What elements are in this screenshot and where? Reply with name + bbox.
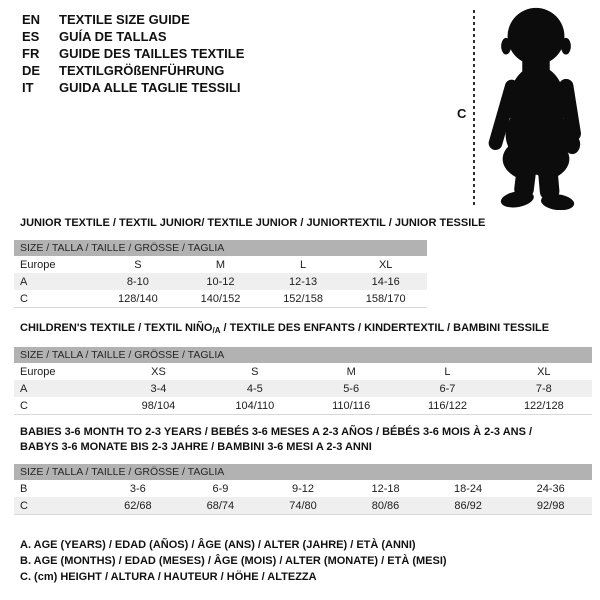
- table-row: [14, 273, 427, 290]
- table-title-subscript: /A: [212, 326, 221, 335]
- row-label: Europe: [20, 258, 56, 271]
- language-row: [22, 62, 244, 79]
- size-cell: 4-5: [207, 380, 303, 397]
- language-code: EN: [22, 12, 41, 27]
- language-label: GUIDE DES TAILLES TEXTILE: [59, 46, 245, 61]
- size-cell: 92/98: [509, 497, 592, 515]
- size-cell: 6-7: [399, 380, 495, 397]
- children-textile-section: [14, 321, 592, 415]
- size-header-row: [14, 464, 592, 480]
- size-cell: 10-12: [179, 273, 262, 290]
- size-header-cell: SIZE / TALLA / TAILLE / GRÖSSE / TAGLIA: [14, 464, 592, 480]
- table-row: [14, 363, 592, 380]
- table-title: [20, 321, 592, 338]
- size-cell: 98/104: [141, 399, 176, 412]
- size-table-grid: [14, 347, 592, 415]
- size-header-cell: SIZE / TALLA / TAILLE / GRÖSSE / TAGLIA: [14, 240, 427, 256]
- language-code: DE: [22, 63, 41, 78]
- table-title-text: CHILDREN'S TEXTILE / TEXTIL NIÑO: [20, 322, 213, 334]
- language-row: [22, 11, 244, 28]
- size-cell: 158/170: [365, 292, 406, 305]
- size-cell: 128/140: [118, 292, 158, 305]
- language-code: IT: [22, 80, 34, 95]
- language-label: GUÍA DE TALLAS: [59, 29, 167, 44]
- language-guide-header: [22, 11, 244, 96]
- size-table-grid: [14, 240, 427, 308]
- language-code: ES: [22, 29, 40, 44]
- size-header-cell: SIZE / TALLA / TAILLE / GRÖSSE / TAGLIA: [14, 347, 592, 363]
- junior-textile-section: [14, 216, 485, 308]
- size-cell: XL: [378, 258, 393, 271]
- row-label: B: [20, 482, 28, 495]
- size-cell: 140/152: [200, 292, 241, 305]
- size-cell: 116/122: [428, 399, 467, 412]
- table-row: [14, 290, 427, 308]
- table-title: BABIES 3-6 MONTH TO 2-3 YEARS / BEBÉS 3-6 MESES A 2-3 AÑOS / BÉBÉS 3-6 MOIS À 2-3 ANS /: [20, 426, 533, 438]
- size-cell: 68/74: [179, 497, 262, 515]
- table-title: JUNIOR TEXTILE / TEXTIL JUNIOR/ TEXTILE JUNIOR / JUNIORTEXTIL / JUNIOR TESSILE: [20, 217, 486, 229]
- measure-label-c: C: [457, 106, 467, 121]
- size-cell: 18-24: [454, 482, 483, 495]
- size-cell: L: [300, 258, 307, 271]
- children-size-table: [14, 347, 592, 415]
- measurement-legend: [20, 537, 447, 585]
- height-measure-dotted-line: [473, 10, 475, 208]
- table-row: [14, 480, 592, 497]
- language-label: TEXTILE SIZE GUIDE: [59, 12, 190, 27]
- size-cell: 12-18: [371, 482, 400, 495]
- size-cell: S: [134, 258, 142, 271]
- babies-textile-section: [14, 425, 592, 515]
- size-cell: 6-9: [212, 482, 229, 495]
- legend-line-c: C. (cm) HEIGHT / ALTURA / HAUTEUR / HÖHE / ALTEZZA: [20, 571, 317, 583]
- language-label: TEXTILGRÖßENFÜHRUNG: [59, 63, 225, 78]
- size-header-row: [14, 347, 592, 363]
- size-cell: 7-8: [496, 380, 592, 397]
- language-row: [22, 45, 244, 62]
- size-cell: 14-16: [344, 273, 427, 290]
- row-label: Europe: [20, 365, 56, 378]
- size-cell: 3-4: [110, 380, 206, 397]
- size-cell: 62/68: [97, 497, 180, 515]
- size-header-row: [14, 240, 427, 256]
- size-cell: 3-6: [129, 482, 146, 495]
- size-cell: 86/92: [427, 497, 510, 515]
- size-cell: 74/80: [262, 497, 345, 515]
- size-cell: 5-6: [303, 380, 399, 397]
- legend-line-b: B. AGE (MONTHS) / EDAD (MESES) / ÂGE (MOIS) / ALTER (MONATE) / ETÀ (MESI): [20, 555, 447, 567]
- size-cell: M: [215, 258, 226, 271]
- table-row: [14, 397, 592, 415]
- babies-size-table: [14, 464, 592, 515]
- size-cell: 12-13: [262, 273, 345, 290]
- legend-line-a: A. AGE (YEARS) / EDAD (AÑOS) / ÂGE (ANS) / ALTER (JAHRE) / ETÀ (ANNI): [20, 539, 416, 551]
- row-label: C: [20, 292, 28, 305]
- size-cell: 152/158: [283, 292, 323, 305]
- language-code: FR: [22, 46, 40, 61]
- size-cell: S: [251, 365, 259, 378]
- table-row: [14, 380, 592, 397]
- row-label: A: [14, 380, 110, 397]
- baby-silhouette-icon: [477, 4, 595, 210]
- language-row: [22, 28, 244, 45]
- language-label: GUIDA ALLE TAGLIE TESSILI: [59, 80, 241, 95]
- size-cell: 24-36: [536, 482, 565, 495]
- row-label: A: [14, 273, 97, 290]
- row-label: C: [20, 399, 28, 412]
- size-table-grid: [14, 464, 592, 515]
- size-cell: 110/116: [332, 399, 371, 412]
- size-cell: 122/128: [523, 399, 564, 412]
- row-label: C: [14, 497, 97, 515]
- table-row: [14, 256, 427, 273]
- table-title: BABYS 3-6 MONATE BIS 2-3 JAHRE / BAMBINI 3-6 MESI A 2-3 ANNI: [20, 441, 372, 453]
- size-cell: 104/110: [235, 399, 275, 412]
- size-cell: 8-10: [97, 273, 180, 290]
- language-row: [22, 79, 244, 96]
- size-cell: M: [346, 365, 356, 378]
- size-cell: 80/86: [344, 497, 427, 515]
- size-cell: XS: [151, 365, 166, 378]
- size-cell: XL: [537, 365, 551, 378]
- table-row: [14, 497, 592, 515]
- size-cell: L: [444, 365, 451, 378]
- table-title-text: / TEXTILE DES ENFANTS / KINDERTEXTIL / BAMBINI TESSILE: [220, 322, 550, 334]
- size-cell: 9-12: [291, 482, 314, 495]
- junior-size-table: [14, 240, 427, 308]
